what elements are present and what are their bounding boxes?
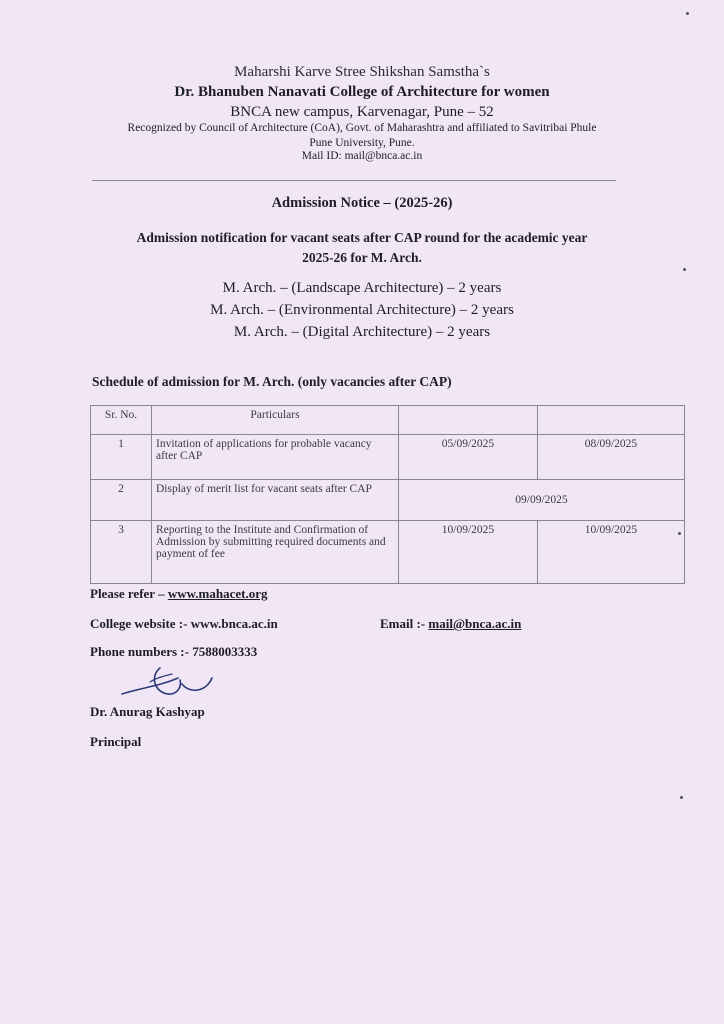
notification-line-1: Admission notification for vacant seats after CAP round for the academic year — [136, 230, 588, 245]
schedule-heading: Schedule of admission for M. Arch. (only vacancies after CAP) — [92, 374, 452, 389]
table-row — [91, 521, 685, 584]
row-particular: Reporting to the Institute and Confirmation of Admission by submitting required documents and payment of fee — [152, 521, 399, 584]
header-mail-id: Mail ID: mail@bnca.ac.in — [301, 150, 423, 162]
row-date-from: 10/09/2025 — [399, 521, 538, 584]
scan-speck — [678, 532, 681, 535]
row-date-from: 05/09/2025 — [399, 435, 538, 480]
refer-label: Please refer – — [90, 586, 168, 601]
college-address: BNCA new campus, Karvenagar, Pune – 52 — [230, 104, 494, 120]
refer-line — [90, 586, 268, 602]
signatory-name: Dr. Anurag Kashyap — [90, 704, 205, 719]
phone-numbers: Phone numbers :- 7588003333 — [90, 644, 258, 659]
header-date-to — [538, 406, 685, 435]
notice-title: Admission Notice – (2025-26) — [271, 195, 453, 211]
table-header-row — [91, 406, 685, 435]
row-date-to: 08/09/2025 — [538, 435, 685, 480]
header-particulars: Particulars — [152, 406, 399, 435]
scan-speck — [683, 268, 686, 271]
table-row — [91, 480, 685, 521]
schedule-table — [90, 405, 685, 584]
table-row — [91, 435, 685, 480]
notification-text — [0, 228, 724, 268]
row-particular: Display of merit list for vacant seats after CAP — [152, 480, 399, 521]
recognition-line-2: Pune University, Pune. — [309, 137, 415, 149]
row-sr-no: 2 — [91, 480, 152, 521]
course-digital: M. Arch. – (Digital Architecture) – 2 years — [233, 324, 491, 340]
header-divider — [92, 180, 616, 181]
scan-speck — [680, 796, 683, 799]
email-link[interactable]: mail@bnca.ac.in — [428, 616, 522, 631]
header-date-from — [399, 406, 538, 435]
scan-speck — [686, 12, 689, 15]
email-line — [380, 616, 521, 632]
header-sr-no: Sr. No. — [91, 406, 152, 435]
mahacet-link[interactable]: www.mahacet.org — [167, 586, 268, 601]
row-sr-no: 1 — [91, 435, 152, 480]
college-website: College website :- www.bnca.ac.in — [90, 616, 278, 631]
notification-line-2: 2025-26 for M. Arch. — [302, 250, 422, 265]
college-name: Dr. Bhanuben Nanavati College of Architecture for women — [174, 84, 550, 100]
course-landscape: M. Arch. – (Landscape Architecture) – 2 years — [222, 280, 502, 296]
course-environmental: M. Arch. – (Environmental Architecture) – 2 years — [210, 302, 514, 318]
signature-image — [120, 664, 220, 704]
email-label: Email :- — [380, 616, 429, 631]
signatory-title: Principal — [90, 734, 142, 749]
row-particular: Invitation of applications for probable vacancy after CAP — [152, 435, 399, 480]
row-date-merged: 09/09/2025 — [399, 480, 685, 521]
trust-name: Maharshi Karve Stree Shikshan Samstha`s — [234, 64, 490, 80]
row-sr-no: 3 — [91, 521, 152, 584]
row-date-to: 10/09/2025 — [538, 521, 685, 584]
recognition-line: Recognized by Council of Architecture (CoA), Govt. of Maharashtra and affiliated to Savitribai Phule — [127, 122, 597, 134]
